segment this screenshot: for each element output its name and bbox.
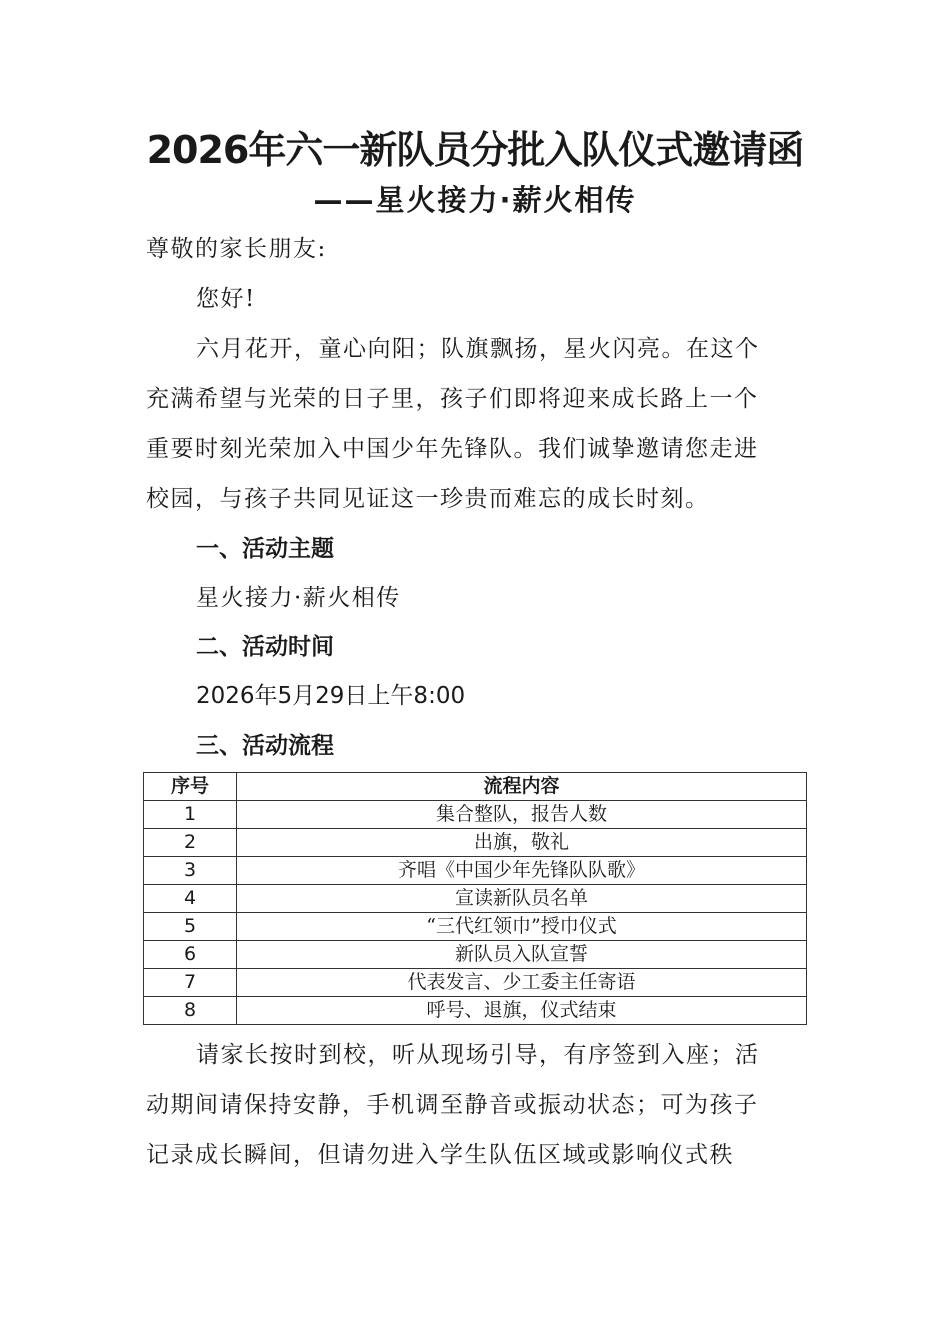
table-row — [144, 829, 807, 857]
table-row — [144, 941, 807, 969]
notice-line: 动期间请保持安静，手机调至静音或振动状态；可为孩子 — [146, 1092, 759, 1118]
intro-line: 重要时刻光荣加入中国少年先锋队。我们诚挚邀请您走进 — [146, 436, 759, 462]
activity-theme: 星火接力·薪火相传 — [196, 585, 401, 611]
row-index: 6 — [144, 941, 237, 969]
table-row — [144, 885, 807, 913]
greeting: 尊敬的家长朋友: — [146, 236, 327, 262]
row-index: 1 — [144, 801, 237, 829]
column-header-index: 序号 — [144, 773, 237, 801]
intro-line: 六月花开，童心向阳；队旗飘扬，星火闪亮。在这个 — [196, 336, 760, 362]
activity-time: 2026年5月29日上午8:00 — [196, 683, 466, 709]
table-row — [144, 857, 807, 885]
hello-line: 您好! — [196, 286, 256, 312]
column-header-content: 流程内容 — [237, 773, 807, 801]
row-index: 7 — [144, 969, 237, 997]
table-row — [144, 969, 807, 997]
row-index: 2 — [144, 829, 237, 857]
section-heading-flow: 三、活动流程 — [196, 733, 334, 759]
row-index: 8 — [144, 997, 237, 1025]
section-heading-time: 二、活动时间 — [196, 634, 334, 660]
page-subtitle: ——星火接力·薪火相传 — [313, 183, 637, 217]
table-row — [144, 997, 807, 1025]
row-content: “三代红领巾”授巾仪式 — [237, 913, 807, 941]
row-content: 出旗，敬礼 — [237, 829, 807, 857]
notice-line: 请家长按时到校，听从现场引导，有序签到入座；活 — [196, 1042, 760, 1068]
row-index: 3 — [144, 857, 237, 885]
row-content: 宣读新队员名单 — [237, 885, 807, 913]
table-row — [144, 913, 807, 941]
row-content: 代表发言、少工委主任寄语 — [237, 969, 807, 997]
row-content: 新队员入队宣誓 — [237, 941, 807, 969]
section-heading-theme: 一、活动主题 — [196, 536, 334, 562]
row-content: 呼号、退旗，仪式结束 — [237, 997, 807, 1025]
intro-line: 充满希望与光荣的日子里，孩子们即将迎来成长路上一个 — [146, 386, 759, 412]
table-header-row — [144, 773, 807, 801]
intro-line: 校园，与孩子共同见证这一珍贵而难忘的成长时刻。 — [146, 486, 710, 512]
flow-table — [143, 772, 807, 1025]
table-row — [144, 801, 807, 829]
row-index: 4 — [144, 885, 237, 913]
row-content: 集合整队，报告人数 — [237, 801, 807, 829]
page-title: 2026年六一新队员分批入队仪式邀请函 — [146, 128, 804, 172]
notice-line: 记录成长瞬间，但请勿进入学生队伍区域或影响仪式秩 — [146, 1142, 734, 1168]
row-content: 齐唱《中国少年先锋队队歌》 — [237, 857, 807, 885]
row-index: 5 — [144, 913, 237, 941]
